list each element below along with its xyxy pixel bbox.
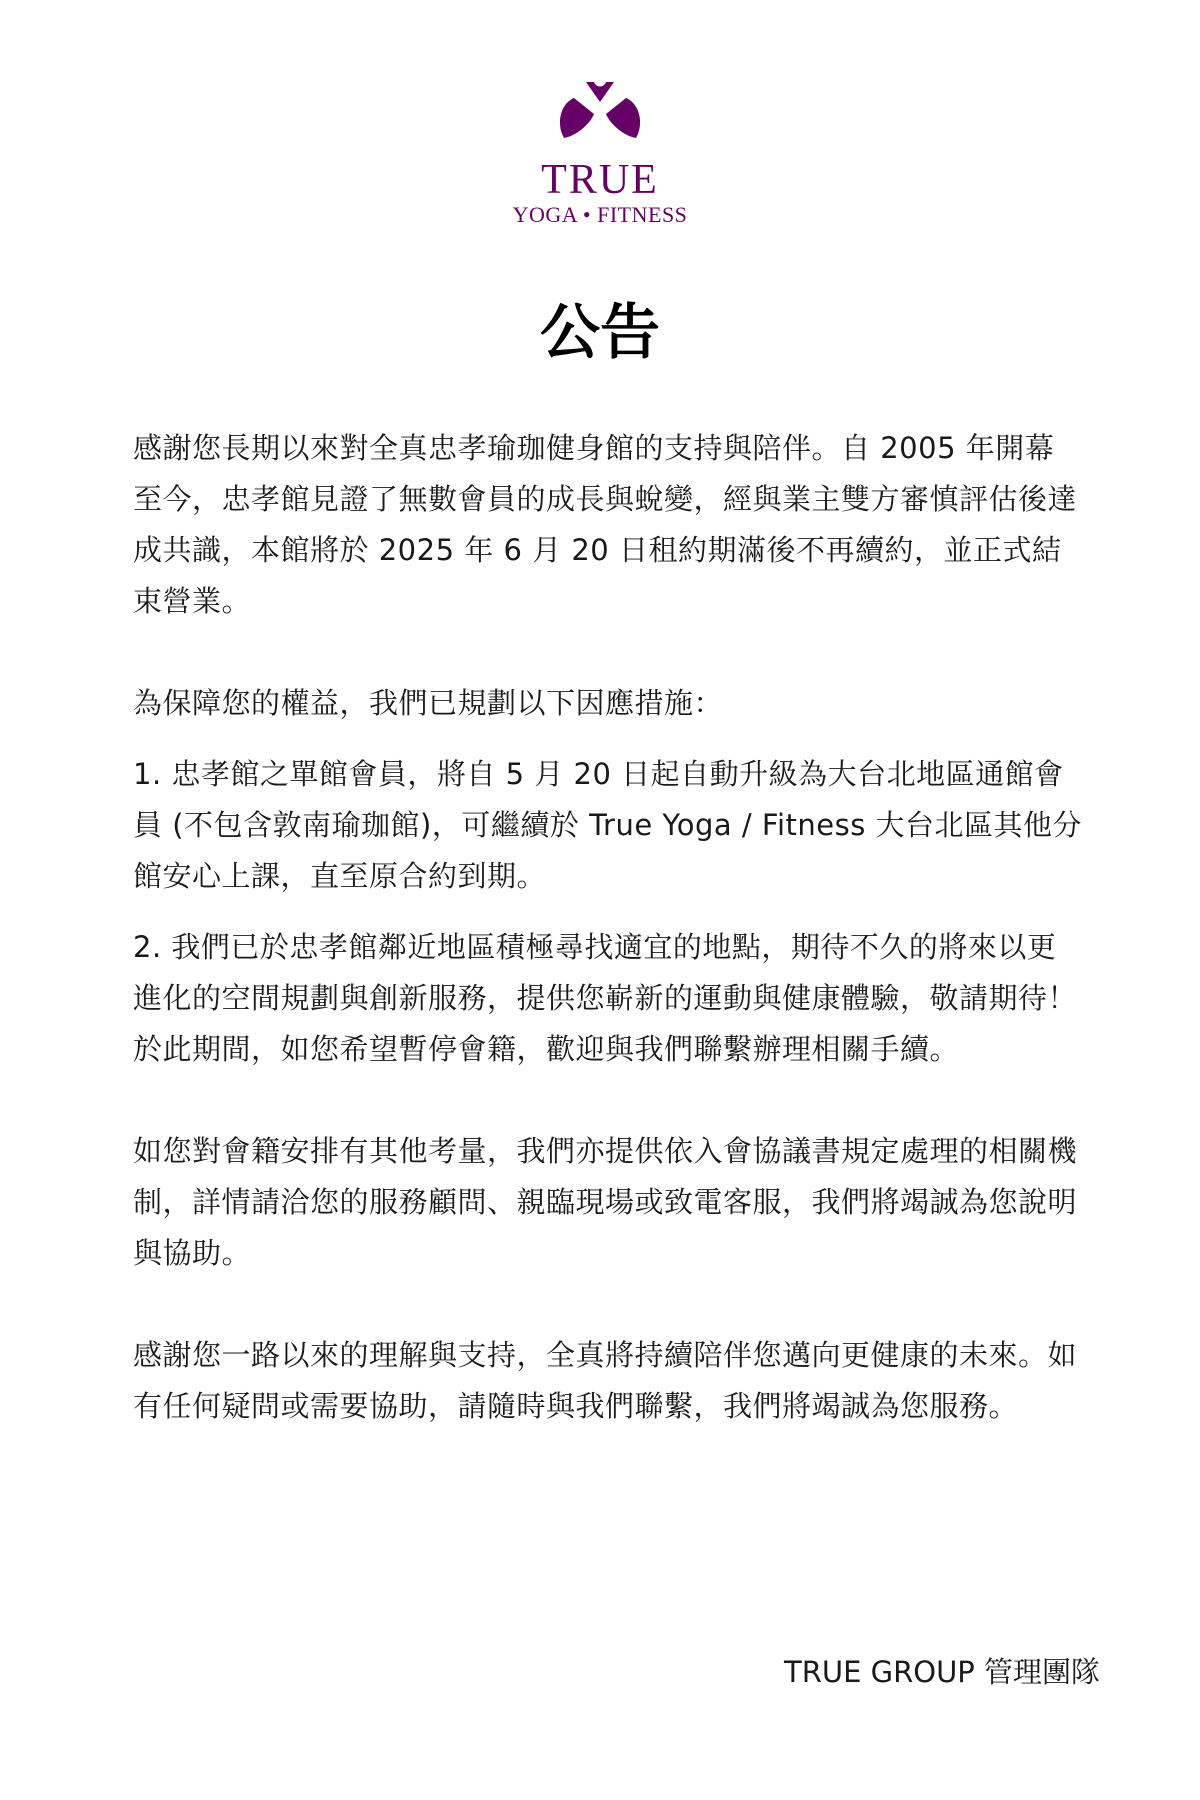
measure-item-1: 1. 忠孝館之單館會員，將自 5 月 20 日起自動升級為大台北地區通館會員 (不包含敦南瑜珈館)，可繼續於 True Yoga / Fitness 大台北區其他分館安心上課，直至原合約到期。 (133, 757, 1083, 893)
signature: TRUE GROUP 管理團隊 (783, 1655, 1100, 1689)
paragraph-measures-intro: 為保障您的權益，我們已規劃以下因應措施： (133, 686, 724, 720)
paragraph-alternatives: 如您對會籍安排有其他考量，我們亦提供依入會協議書規定處理的相關機制，詳情請洽您的服務顧問、親臨現場或致電客服，我們將竭誠為您說明與協助。 (133, 1134, 1078, 1270)
announcement-body (133, 423, 1083, 1432)
brand-name: TRUE (541, 157, 659, 203)
page-title: 公告 (540, 298, 660, 368)
measure-item-2: 2. 我們已於忠孝館鄰近地區積極尋找適宜的地點，期待不久的將來以更進化的空間規劃與創新服務，提供您嶄新的運動與健康體驗，敬請期待！於此期間，如您希望暫停會籍，歡迎與我們聯繫辦理相關手續。 (133, 930, 1078, 1066)
yoga-y-leaf-icon (552, 78, 648, 150)
paragraph-intro: 感謝您長期以來對全真忠孝瑜珈健身館的支持與陪伴。自 2005 年開幕至今，忠孝館見證了無數會員的成長與蛻變，經與業主雙方審慎評估後達成共識，本館將於 2025 年 6 月 20 日租約期滿後不再續約，並正式結束營業。 (133, 431, 1078, 618)
paragraph-closing: 感謝您一路以來的理解與支持，全真將持續陪伴您邁向更健康的未來。如有任何疑問或需要協助，請隨時與我們聯繫，我們將竭誠為您服務。 (133, 1338, 1078, 1423)
brand-logo (0, 78, 1200, 228)
brand-tagline: YOGA • FITNESS (512, 202, 688, 227)
